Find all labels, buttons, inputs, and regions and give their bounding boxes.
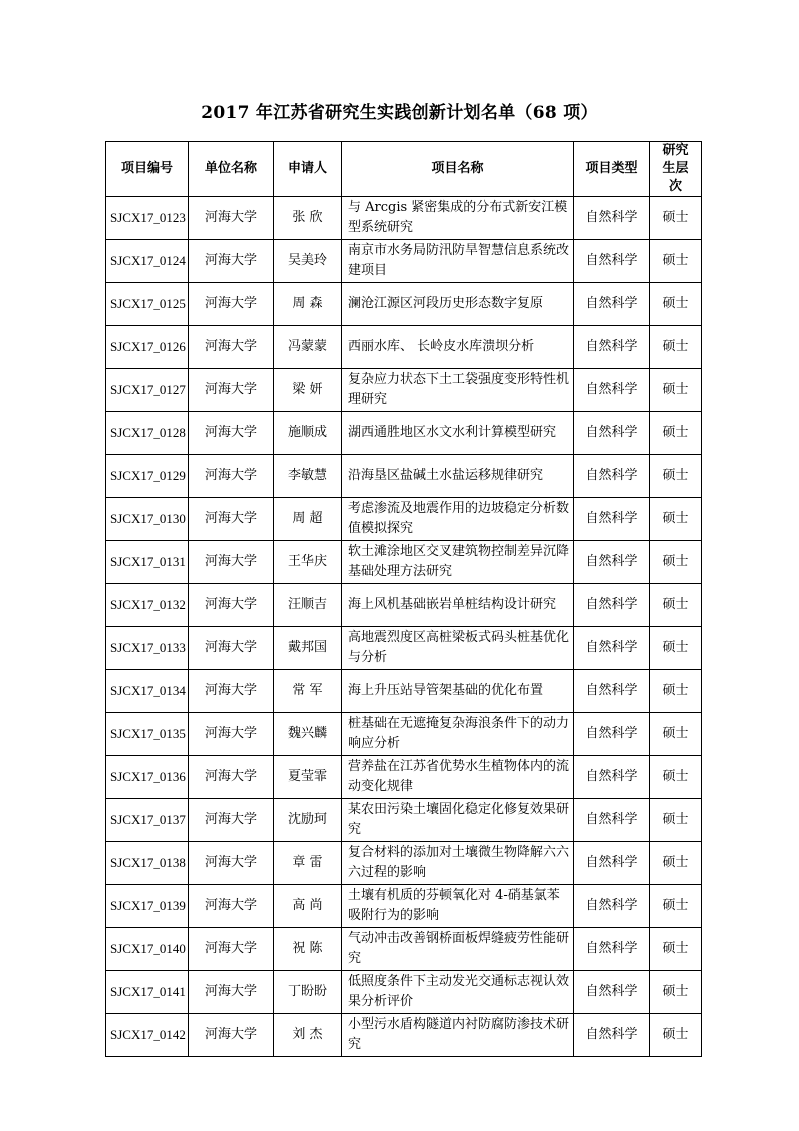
table-row [106, 283, 702, 326]
table-row [106, 842, 702, 885]
table-row [106, 197, 702, 240]
cell-level: 硕士 [650, 369, 702, 412]
cell-project-name: 海上升压站导管架基础的优化布置 [342, 670, 574, 713]
cell-project-id: SJCX17_0127 [106, 369, 189, 412]
cell-project-name: 海上风机基础嵌岩单桩结构设计研究 [342, 584, 574, 627]
cell-applicant: 祝 陈 [274, 928, 342, 971]
cell-level: 硕士 [650, 756, 702, 799]
cell-applicant: 夏莹霏 [274, 756, 342, 799]
cell-applicant: 梁 妍 [274, 369, 342, 412]
cell-project-id: SJCX17_0126 [106, 326, 189, 369]
cell-level: 硕士 [650, 455, 702, 498]
header-project-id: 项目编号 [106, 142, 189, 197]
cell-applicant: 章 雷 [274, 842, 342, 885]
cell-project-name: 软土滩涂地区交叉建筑物控制差异沉降基础处理方法研究 [342, 541, 574, 584]
table-row [106, 369, 702, 412]
cell-project-id: SJCX17_0124 [106, 240, 189, 283]
cell-unit: 河海大学 [189, 498, 274, 541]
cell-project-id: SJCX17_0140 [106, 928, 189, 971]
cell-project-name: 澜沧江源区河段历史形态数字复原 [342, 283, 574, 326]
cell-unit: 河海大学 [189, 670, 274, 713]
cell-unit: 河海大学 [189, 1014, 274, 1057]
cell-level: 硕士 [650, 412, 702, 455]
cell-project-type: 自然科学 [574, 842, 650, 885]
cell-project-name: 高地震烈度区高桩梁板式码头桩基优化与分析 [342, 627, 574, 670]
cell-project-id: SJCX17_0131 [106, 541, 189, 584]
cell-project-name: 小型污水盾构隧道内衬防腐防渗技术研究 [342, 1014, 574, 1057]
cell-applicant: 汪顺吉 [274, 584, 342, 627]
cell-project-name: 气动冲击改善钢桥面板焊缝疲劳性能研究 [342, 928, 574, 971]
cell-project-type: 自然科学 [574, 498, 650, 541]
cell-unit: 河海大学 [189, 627, 274, 670]
cell-level: 硕士 [650, 541, 702, 584]
cell-level: 硕士 [650, 326, 702, 369]
cell-level: 硕士 [650, 498, 702, 541]
cell-applicant: 魏兴麟 [274, 713, 342, 756]
table-row [106, 541, 702, 584]
cell-project-name: 沿海垦区盐碱土水盐运移规律研究 [342, 455, 574, 498]
cell-applicant: 刘 杰 [274, 1014, 342, 1057]
cell-applicant: 王华庆 [274, 541, 342, 584]
cell-project-id: SJCX17_0129 [106, 455, 189, 498]
table-row [106, 326, 702, 369]
cell-project-type: 自然科学 [574, 369, 650, 412]
cell-unit: 河海大学 [189, 584, 274, 627]
cell-project-name: 土壤有机质的芬顿氧化对 4-硝基氯苯吸附行为的影响 [342, 885, 574, 928]
cell-project-id: SJCX17_0142 [106, 1014, 189, 1057]
cell-project-name: 低照度条件下主动发光交通标志视认效果分析评价 [342, 971, 574, 1014]
cell-unit: 河海大学 [189, 928, 274, 971]
cell-level: 硕士 [650, 240, 702, 283]
cell-project-type: 自然科学 [574, 541, 650, 584]
cell-level: 硕士 [650, 627, 702, 670]
cell-project-type: 自然科学 [574, 197, 650, 240]
cell-level: 硕士 [650, 670, 702, 713]
table-row [106, 240, 702, 283]
cell-unit: 河海大学 [189, 842, 274, 885]
cell-level: 硕士 [650, 928, 702, 971]
cell-project-type: 自然科学 [574, 627, 650, 670]
table-row [106, 627, 702, 670]
table-row [106, 498, 702, 541]
cell-project-type: 自然科学 [574, 756, 650, 799]
cell-level: 硕士 [650, 283, 702, 326]
cell-applicant: 周 森 [274, 283, 342, 326]
cell-applicant: 常 军 [274, 670, 342, 713]
cell-project-id: SJCX17_0141 [106, 971, 189, 1014]
cell-project-type: 自然科学 [574, 885, 650, 928]
cell-project-type: 自然科学 [574, 713, 650, 756]
cell-unit: 河海大学 [189, 369, 274, 412]
cell-applicant: 戴邦国 [274, 627, 342, 670]
cell-unit: 河海大学 [189, 541, 274, 584]
cell-project-type: 自然科学 [574, 283, 650, 326]
cell-level: 硕士 [650, 1014, 702, 1057]
header-project-type: 项目类型 [574, 142, 650, 197]
table-row [106, 971, 702, 1014]
header-applicant: 申请人 [274, 142, 342, 197]
cell-project-name: 桩基础在无遮掩复杂海浪条件下的动力响应分析 [342, 713, 574, 756]
cell-project-type: 自然科学 [574, 326, 650, 369]
cell-level: 硕士 [650, 197, 702, 240]
cell-unit: 河海大学 [189, 713, 274, 756]
table-row [106, 584, 702, 627]
table-body [106, 197, 702, 1057]
cell-project-name: 与 Arcgis 紧密集成的分布式新安江模型系统研究 [342, 197, 574, 240]
project-list-table [105, 141, 702, 1057]
cell-project-id: SJCX17_0135 [106, 713, 189, 756]
cell-applicant: 李敏慧 [274, 455, 342, 498]
cell-unit: 河海大学 [189, 885, 274, 928]
cell-project-name: 复杂应力状态下土工袋强度变形特性机理研究 [342, 369, 574, 412]
cell-unit: 河海大学 [189, 326, 274, 369]
cell-unit: 河海大学 [189, 756, 274, 799]
cell-project-type: 自然科学 [574, 670, 650, 713]
cell-unit: 河海大学 [189, 412, 274, 455]
cell-applicant: 沈励珂 [274, 799, 342, 842]
cell-applicant: 高 尚 [274, 885, 342, 928]
cell-project-name: 某农田污染土壤固化稳定化修复效果研究 [342, 799, 574, 842]
cell-project-id: SJCX17_0133 [106, 627, 189, 670]
cell-applicant: 施顺成 [274, 412, 342, 455]
header-project-name: 项目名称 [342, 142, 574, 197]
cell-unit: 河海大学 [189, 197, 274, 240]
cell-project-id: SJCX17_0138 [106, 842, 189, 885]
cell-project-name: 营养盐在江苏省优势水生植物体内的流动变化规律 [342, 756, 574, 799]
page-title: 2017 年江苏省研究生实践创新计划名单（68 项） [201, 103, 598, 123]
cell-project-name: 南京市水务局防汛防旱智慧信息系统改建项目 [342, 240, 574, 283]
table-row [106, 799, 702, 842]
cell-project-type: 自然科学 [574, 412, 650, 455]
cell-level: 硕士 [650, 799, 702, 842]
cell-level: 硕士 [650, 971, 702, 1014]
cell-applicant: 丁盼盼 [274, 971, 342, 1014]
cell-level: 硕士 [650, 842, 702, 885]
cell-project-type: 自然科学 [574, 240, 650, 283]
table-row [106, 455, 702, 498]
table-row [106, 1014, 702, 1057]
cell-level: 硕士 [650, 713, 702, 756]
cell-project-type: 自然科学 [574, 971, 650, 1014]
cell-project-id: SJCX17_0128 [106, 412, 189, 455]
cell-project-name: 复合材料的添加对土壤微生物降解六六六过程的影响 [342, 842, 574, 885]
cell-project-id: SJCX17_0130 [106, 498, 189, 541]
cell-project-id: SJCX17_0137 [106, 799, 189, 842]
header-unit: 单位名称 [189, 142, 274, 197]
cell-applicant: 冯蒙蒙 [274, 326, 342, 369]
table-row [106, 412, 702, 455]
cell-project-name: 西丽水库、 长岭皮水库溃坝分析 [342, 326, 574, 369]
cell-project-id: SJCX17_0125 [106, 283, 189, 326]
cell-applicant: 吴美玲 [274, 240, 342, 283]
cell-unit: 河海大学 [189, 455, 274, 498]
header-level: 研究生层次 [650, 142, 702, 197]
cell-project-name: 考虑渗流及地震作用的边坡稳定分析数值模拟探究 [342, 498, 574, 541]
table-header-row [106, 142, 702, 197]
table-row [106, 756, 702, 799]
table-row [106, 670, 702, 713]
cell-unit: 河海大学 [189, 283, 274, 326]
table-row [106, 713, 702, 756]
cell-project-id: SJCX17_0134 [106, 670, 189, 713]
cell-project-id: SJCX17_0139 [106, 885, 189, 928]
cell-project-type: 自然科学 [574, 584, 650, 627]
cell-project-type: 自然科学 [574, 928, 650, 971]
cell-project-type: 自然科学 [574, 455, 650, 498]
cell-unit: 河海大学 [189, 971, 274, 1014]
cell-applicant: 张 欣 [274, 197, 342, 240]
cell-level: 硕士 [650, 584, 702, 627]
cell-applicant: 周 超 [274, 498, 342, 541]
cell-level: 硕士 [650, 885, 702, 928]
cell-project-type: 自然科学 [574, 799, 650, 842]
cell-unit: 河海大学 [189, 240, 274, 283]
cell-unit: 河海大学 [189, 799, 274, 842]
table-row [106, 928, 702, 971]
table-row [106, 885, 702, 928]
cell-project-id: SJCX17_0123 [106, 197, 189, 240]
cell-project-id: SJCX17_0132 [106, 584, 189, 627]
cell-project-type: 自然科学 [574, 1014, 650, 1057]
cell-project-id: SJCX17_0136 [106, 756, 189, 799]
cell-project-name: 湖西通胜地区水文水利计算模型研究 [342, 412, 574, 455]
